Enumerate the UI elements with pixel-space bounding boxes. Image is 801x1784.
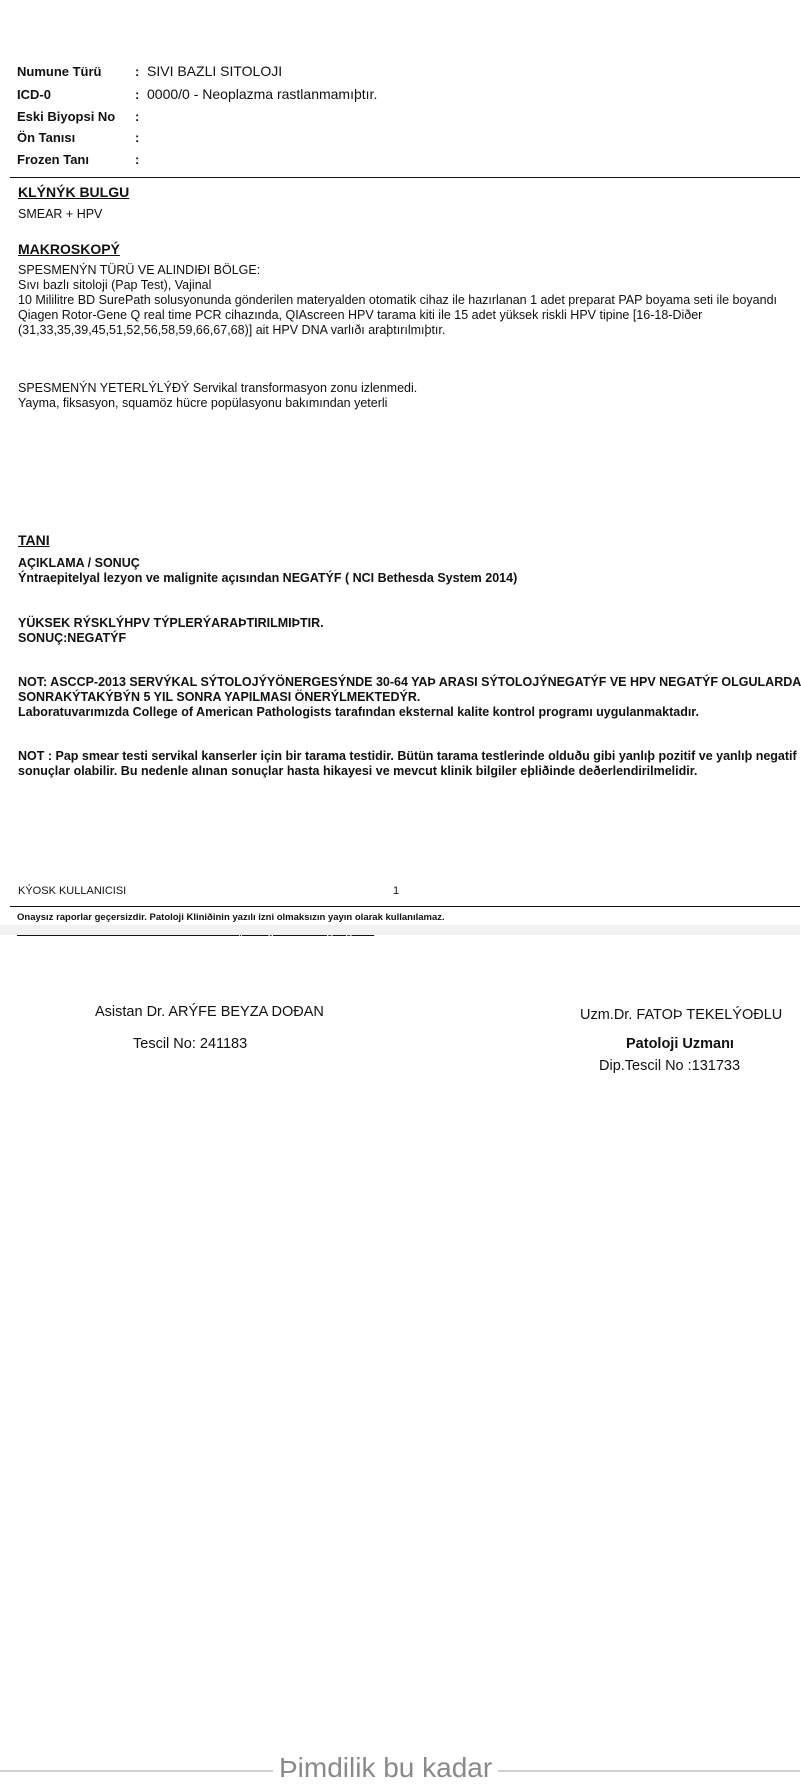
- field-colon: :: [135, 152, 140, 167]
- field-old-biopsy: [17, 108, 147, 124]
- field-pre-diagnosis: [17, 129, 147, 145]
- specialist-doctor-name: Uzm.Dr. FATOÞ TEKELÝOÐLU: [580, 1007, 783, 1023]
- field-colon: :: [135, 64, 140, 79]
- macroscopy-line: 10 Mililitre BD SurePath solusyonunda gönderilen materyalden otomatik cihaz ile hazırlanan 1 adet preparat PAP boyama seti ile boyandı: [18, 293, 778, 307]
- page-number: 1: [393, 885, 400, 897]
- hpv-result-line: SONUÇ:NEGATÝF: [18, 631, 127, 645]
- field-label: Numune Türü: [17, 64, 102, 79]
- divider: [10, 906, 800, 907]
- assistant-doctor-name: Asistan Dr. ARÝFE BEYZA DOÐAN: [95, 1004, 324, 1020]
- kiosk-user-label: KÝOSK KULLANICISI: [18, 885, 127, 897]
- macroscopy-line: Sıvı bazlı sitoloji (Pap Test), Vajinal: [18, 278, 212, 292]
- field-value: 0000/0 - Neoplazma rastlanmamıþtır.: [147, 86, 378, 102]
- diagnosis-title: TANI: [18, 532, 50, 548]
- divider: [10, 177, 800, 178]
- explanation-label: AÇIKLAMA / SONUÇ: [18, 556, 140, 570]
- specialist-title: Patoloji Uzmanı: [626, 1036, 734, 1052]
- end-of-content-message: Þimdilik bu kadar: [273, 1752, 498, 1784]
- field-label: ICD-0: [17, 87, 51, 102]
- specimen-adequacy-line: Yayma, fiksasyon, squamöz hücre popülasyonu bakımından yeterli: [18, 396, 388, 410]
- note-pap-smear-line: sonuçlar olabilir. Bu nedenle alınan sonuçlar hasta hikayesi ve mevcut klinik bilgiler eþliðinde deðerlendirilmelidir.: [18, 764, 698, 778]
- macroscopy-line: (31,33,35,39,45,51,52,56,58,59,66,67,68)] ait HPV DNA varlıðı araþtırılmıþtır.: [18, 323, 446, 337]
- hpv-result-line: YÜKSEK RÝSKLÝHPV TÝPLERÝARAÞTIRILMIÞTIR.: [18, 616, 324, 630]
- page-separator: [0, 925, 800, 935]
- field-label: Eski Biyopsi No: [17, 109, 116, 124]
- field-colon: :: [135, 87, 140, 102]
- note-asccp-line: NOT: ASCCP-2013 SERVÝKAL SÝTOLOJÝYÖNERGESÝNDE 30-64 YAÞ ARASI SÝTOLOJÝNEGATÝF VE HPV NEGATÝF OLGULARDA: [18, 675, 801, 689]
- specimen-adequacy-line: SPESMENÝN YETERLÝLÝÐÝ Servikal transformasyon zonu izlenmedi.: [18, 381, 418, 395]
- field-label: Ön Tanısı: [17, 130, 76, 145]
- note-asccp-line: Laboratuvarımızda College of American Pathologists tarafından eksternal kalite kontrol programı uygulanmaktadır.: [18, 705, 699, 719]
- field-colon: :: [135, 109, 140, 124]
- field-value: SIVI BAZLI SITOLOJI: [147, 63, 283, 79]
- field-colon: :: [135, 130, 140, 145]
- note-pap-smear-line: NOT : Pap smear testi servikal kanserler için bir tarama testidir. Bütün tarama testlerinde olduðu gibi yanlıþ pozitif ve yanlıþ negatif: [18, 749, 797, 763]
- field-label: Frozen Tanı: [17, 152, 89, 167]
- macroscopy-line: SPESMENÝN TÜRÜ VE ALINDIÐI BÖLGE:: [18, 263, 261, 277]
- macroscopy-title: MAKROSKOPÝ: [18, 241, 120, 257]
- disclaimer-text: Onaysız raporlar geçersizdir. Patoloji Kliniðinin yazılı izni olmaksızın yayın olarak kullanılamaz.: [17, 912, 445, 923]
- note-asccp-line: SONRAKÝTAKÝBÝN 5 YIL SONRA YAPILMASI ÖNERÝLMEKTEDÝR.: [18, 690, 421, 704]
- assistant-registration-no: Tescil No: 241183: [133, 1036, 248, 1052]
- explanation-text: Ýntraepitelyal lezyon ve malignite açısından NEGATÝF ( NCI Bethesda System 2014): [18, 571, 518, 585]
- clinical-findings-text: SMEAR + HPV: [18, 207, 103, 221]
- field-frozen-diagnosis: [17, 151, 147, 167]
- specialist-registration-no: Dip.Tescil No :131733: [599, 1058, 741, 1074]
- field-icd: [17, 86, 377, 102]
- field-sample-type: [17, 63, 282, 79]
- macroscopy-line: Qiagen Rotor-Gene Q real time PCR cihazında, QIAscreen HPV tarama kiti ile 15 adet yüksek riskli HPV tipine [16-18-Diðer: [18, 308, 703, 322]
- clinical-findings-title: KLÝNÝK BULGU: [18, 184, 130, 200]
